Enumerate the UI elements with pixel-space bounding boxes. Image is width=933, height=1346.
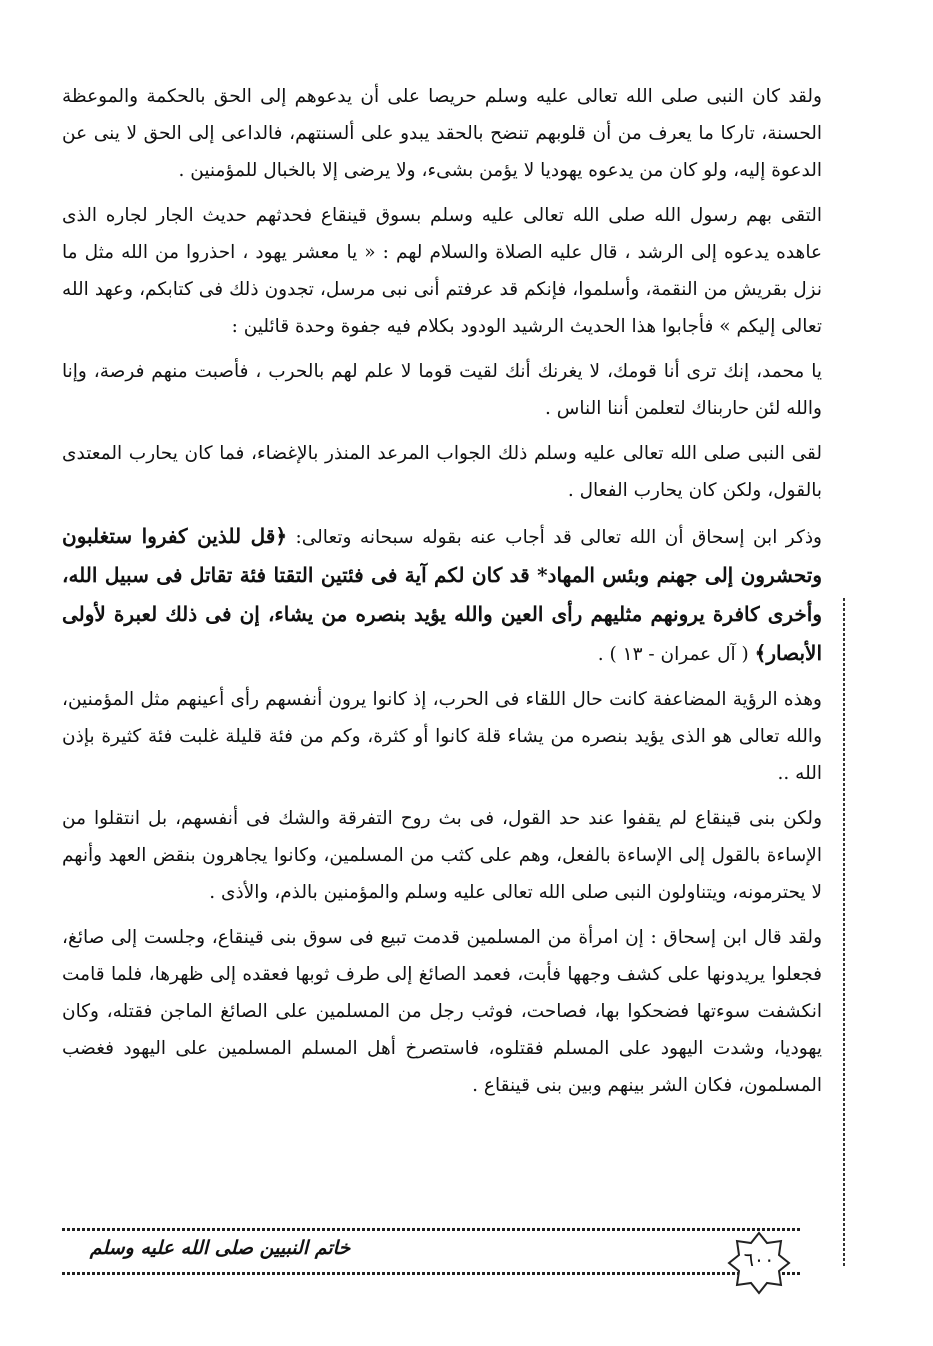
paragraph-8: ولقد قال ابن إسحاق : إن امرأة من المسلمين قدمت تبيع فى سوق بنى قينقاع، وجلست إلى صائغ، فجعلوا يريدونها على كشف وجهها فأبت، فعمد الصائغ إلى طرف ثوبها فعقده إلى ظهرها، فلما قامت انكشفت سوءتها فضحكوا بها، فصاحت، فوثب رجل من المسلمين على الصائغ الماجن فقتله، وكان يهوديا، وشدت اليهود على المسلم فقتلوه، فاستصرخ أهل المسلم المسلمين على اليهود فغضب المسلمون، فكان الشر بينهم وبين بنى قينقاع .	[62, 927, 822, 1096]
body-text	[62, 78, 822, 1112]
paragraph-3: يا محمد، إنك ترى أنا قومك، لا يغرنك أنك لقيت قوما لا علم لهم بالحرب ، فأصبت منهم فرصة، وإنا والله لئن حاربناك لتعلمن أننا الناس .	[62, 361, 822, 419]
paragraph-4: لقى النبى صلى الله تعالى عليه وسلم ذلك الجواب المرعد المنذر بالإغضاء، فما كان يحارب المعتدى بالقول، ولكن كان يحارب الفعال .	[62, 443, 822, 501]
page-number: ٦٠٠	[743, 1249, 775, 1271]
paragraph-6: وهذه الرؤية المضاعفة كانت حال اللقاء فى الحرب، إذ كانوا يرون أنفسهم رأى أعينهم مثل المؤمنين، والله تعالى هو الذى يؤيد بنصره من يشاء قلة كانوا أو كثرة، وكم من فئة قليلة غلبت فئة كثيرة بإذن الله ..	[62, 689, 822, 784]
verse-intro: وذكر ابن إسحاق أن الله تعالى قد أجاب عنه بقوله سبحانه وتعالى:	[287, 527, 822, 548]
verse-paragraph	[62, 517, 822, 673]
paragraph-2: التقى بهم رسول الله صلى الله تعالى عليه وسلم بسوق قينقاع فحدثهم حديث الجار لجاره الذى عاهده يدعوه إلى الرشد ، قال عليه الصلاة والسلام لهم : « يا معشر يهود ، احذروا من الله مثل ما نزل بقريش من النقمة، وأسلموا، فإنكم قد عرفتم أنى نبى مرسل، تجدون ذلك فى كتابكم، وعهد الله تعالى إليكم » فأجابوا هذا الحديث الرشيد الودود بكلام فيه جفوة وحدة قائلين :	[62, 205, 822, 337]
book-title: خاتم النبيين صلى الله عليه وسلم	[89, 1237, 351, 1259]
margin-border-line	[843, 598, 845, 1268]
paragraph-7: ولكن بنى قينقاع لم يقفوا عند حد القول، فى بث روح التفرقة والشك فى أنفسهم، بل انتقلوا من الإساءة بالقول إلى الإساءة بالفعل، وهم على كثب من المسلمين، وكانوا يجاهرون بنقض العهد وأنهم لا يحترمونه، ويتناولون النبى صلى الله تعالى عليه وسلم والمؤمنين بالذم، والأذى .	[62, 808, 822, 903]
quran-verse: ﴿قل للذين كفروا ستغلبون وتحشرون إلى جهنم وبئس المهاد* قد كان لكم آية فى فئتين التقتا فئة تقاتل فى سبيل الله، وأخرى كافرة يرونهم مثليهم رأى العين والله يؤيد بنصره من يشاء، إن فى ذلك لعبرة لأولى الأبصار﴾	[62, 524, 822, 665]
paragraph-1: ولقد كان النبى صلى الله تعالى عليه وسلم حريصا على أن يدعوهم إلى الحق بالحكمة والموعظة الحسنة، تاركا ما يعرف من أن قلوبهم تنضح بالحقد يبدو على ألسنتهم، فالداعى إلى الحق لا ينى عن الدعوة إليه، ولو كان من يدعوه يهوديا لا يؤمن بشىء، ولا يرضى إلا بالخبال للمؤمنين .	[62, 86, 822, 181]
footer-rule-bottom	[62, 1272, 800, 1275]
verse-reference: ( آل عمران - ١٣ ) .	[597, 644, 755, 665]
footer-rule-top	[62, 1228, 800, 1231]
